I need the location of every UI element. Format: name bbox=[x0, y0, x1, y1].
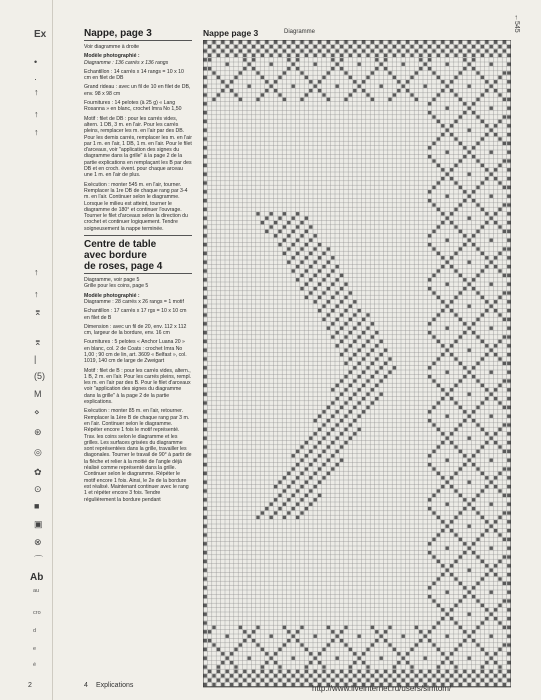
strip-mini-line: é bbox=[33, 662, 37, 668]
supplies-text: Fournitures : 5 pelotes « Anchor Luana 20 » en blanc, col. 2 de Coats : crochet Imra No 1,00 ; 90 cm de lin, art. 3609 « Belfast », col. 1019, 140 cm de large de Zweigart bbox=[84, 339, 187, 365]
section-title-nappe: Nappe, page 3 bbox=[84, 28, 152, 39]
strip-symbol: ▣ bbox=[34, 519, 43, 529]
section-title-centre: Centre de table bbox=[84, 239, 157, 251]
strip-mini-line: d bbox=[33, 628, 37, 634]
strip-symbol: ⊙ bbox=[34, 484, 42, 494]
strip-symbol: ↑ bbox=[34, 267, 39, 277]
section-title-centre-3: de roses, page 4 bbox=[84, 261, 163, 273]
strip-symbol: ◎ bbox=[34, 447, 42, 457]
strip-symbol: ↑ bbox=[34, 87, 39, 97]
subtitle: Voir diagramme à droite bbox=[84, 44, 140, 50]
motif-text: Motif : filet de B : pour les carrés vides, altern., 1 B, 2 m. en l'air. Pour les carrés pleins, rempl. les m. en l'air par des B. Pour le filet d'arceaux voir "application des signes du diagramme dans la grille" à la page 2 de la partie explications. bbox=[84, 367, 192, 406]
model-line: Dimension : avec un fil de 20, env. 112 x 112 cm, largeur de la bordure, env. 16 cm bbox=[84, 323, 187, 337]
model-heading: Modèle photographié : bbox=[84, 53, 140, 60]
instructions-column bbox=[84, 28, 192, 688]
model-line: Echantillon : 17 carrés x 17 rgs = 10 x 10 cm en filet de B bbox=[84, 308, 187, 321]
chart-label: Diagramme bbox=[284, 29, 316, 35]
strip-symbol: ↑ bbox=[34, 109, 39, 119]
strip-symbol: ⌒ bbox=[34, 555, 44, 565]
strip-symbol: ⊛ bbox=[34, 427, 42, 437]
strip-symbol: (5) bbox=[34, 371, 45, 381]
chart-title: Nappe page 3 bbox=[203, 28, 259, 38]
strip-top-label: Ex bbox=[34, 29, 47, 40]
execution-text: Exécution : monter 85 m. en l'air, retourner. Remplacer la 1ère B de chaque rang par 3 m. en l'air. Continuer selon le diagramme. Répéter encore 1 fois le motif représenté. Trav. les coins selon le diagramme et les grilles. Les surfaces grisées du diagramme sont représentées dans la grille, travailler les diagonales. Tourner le travail de 90° à partir de la flèche et relier à la moitié de l'angle déjà réalisé comme représenté dans la grille. Continuer selon le diagramme. Répéter le motif encore 1 fois. Ainsi, le 2e de la bordure est réalisé. Maintenant continuer avec le rang 1 et répéter encore 3 fois. Tendre régulièrement la bordure pendant bbox=[84, 408, 192, 503]
strip-mini-line: cro bbox=[33, 610, 41, 616]
model-line: Diagramme : 136 carrés x 136 rangs bbox=[84, 59, 169, 66]
filet-diagram bbox=[203, 40, 511, 688]
subtitle: Grille pour les coins, page 5 bbox=[84, 283, 149, 290]
divider bbox=[84, 273, 192, 274]
divider bbox=[84, 40, 192, 41]
page-number: 4 bbox=[84, 682, 88, 689]
strip-mini-line: e bbox=[33, 646, 37, 652]
section-label: Explications bbox=[96, 682, 134, 689]
strip-symbol: ⌆ bbox=[34, 307, 42, 317]
strip-symbol: ↑ bbox=[34, 127, 39, 137]
strip-symbol: ✿ bbox=[34, 467, 42, 477]
subtitle: Diagramme, voir page 5 bbox=[84, 277, 140, 284]
strip-symbol: | bbox=[34, 354, 37, 364]
model-line: Grand rideau : avec un fil de 10 en filet de DB, env. 98 x 98 cm bbox=[84, 84, 191, 97]
strip-mini-line: au bbox=[33, 588, 40, 594]
motif-text: Motif : filet de DB : pour les carrés vides, altern. 1 DB, 3 m. en l'air. Pour les carrés pleins, remplacer les m. en l'air par des DB. Pour les demis carrés, remplacer les m. en l'air par 1 m. en l'air, 1 DB, 1 m. en l'air. Pour le filet d'arceaux, voir "application des signes du diagramme dans la grille" à la page 2 de la partie explications en remplaçant les B par des DB et en croch. évent. pour chaque arceau une 1 m. en l'air de plus. bbox=[84, 115, 192, 179]
strip-ab-label: Ab bbox=[30, 572, 44, 583]
model-heading: Modèle photographié : bbox=[84, 292, 140, 299]
strip-symbol: ⊗ bbox=[34, 537, 42, 547]
model-line: Echantillon : 14 carrés x 14 rangs = 10 x 10 cm en filet de DB bbox=[84, 68, 184, 82]
strip-symbol: • bbox=[34, 57, 38, 67]
supplies-text: Fournitures : 14 pelotes (à 25 g) « Lang Rosanna » en blanc, crochet Imra No 1,50 bbox=[84, 100, 182, 113]
execution-text: Exécution : monter 545 m. en l'air, tourner. Remplacer la 1re DB de chaque rang par 3-4 m. en l'air. Continuer selon le diagramme. Lorsque le milieu est atteint, tourner le diagramme de 180° et continuer l'ouvrage. Tourner le filet d'arceaux selon la direction du crochet et continuer logiquement. Tendre soigneusement la nappe terminée. bbox=[84, 181, 188, 232]
strip-symbol: ⋄ bbox=[34, 407, 40, 417]
section-title-centre-2: avec bordure bbox=[84, 250, 147, 262]
page-number-left: 2 bbox=[28, 682, 32, 689]
page-code: ←545 bbox=[513, 14, 520, 33]
symbol-strip bbox=[0, 0, 53, 700]
model-line: Diagramme : 28 carrés x 26 rangs = 1 motif bbox=[84, 298, 184, 305]
strip-symbol: M bbox=[34, 389, 42, 399]
source-url: http://www.liveinternet.ru/users/simtom/ bbox=[312, 684, 452, 693]
strip-symbol: · bbox=[34, 74, 37, 84]
strip-symbol: ↑ bbox=[34, 289, 39, 299]
divider bbox=[84, 235, 192, 236]
strip-symbol: ■ bbox=[34, 501, 40, 511]
strip-symbol: ⌆ bbox=[34, 337, 42, 347]
